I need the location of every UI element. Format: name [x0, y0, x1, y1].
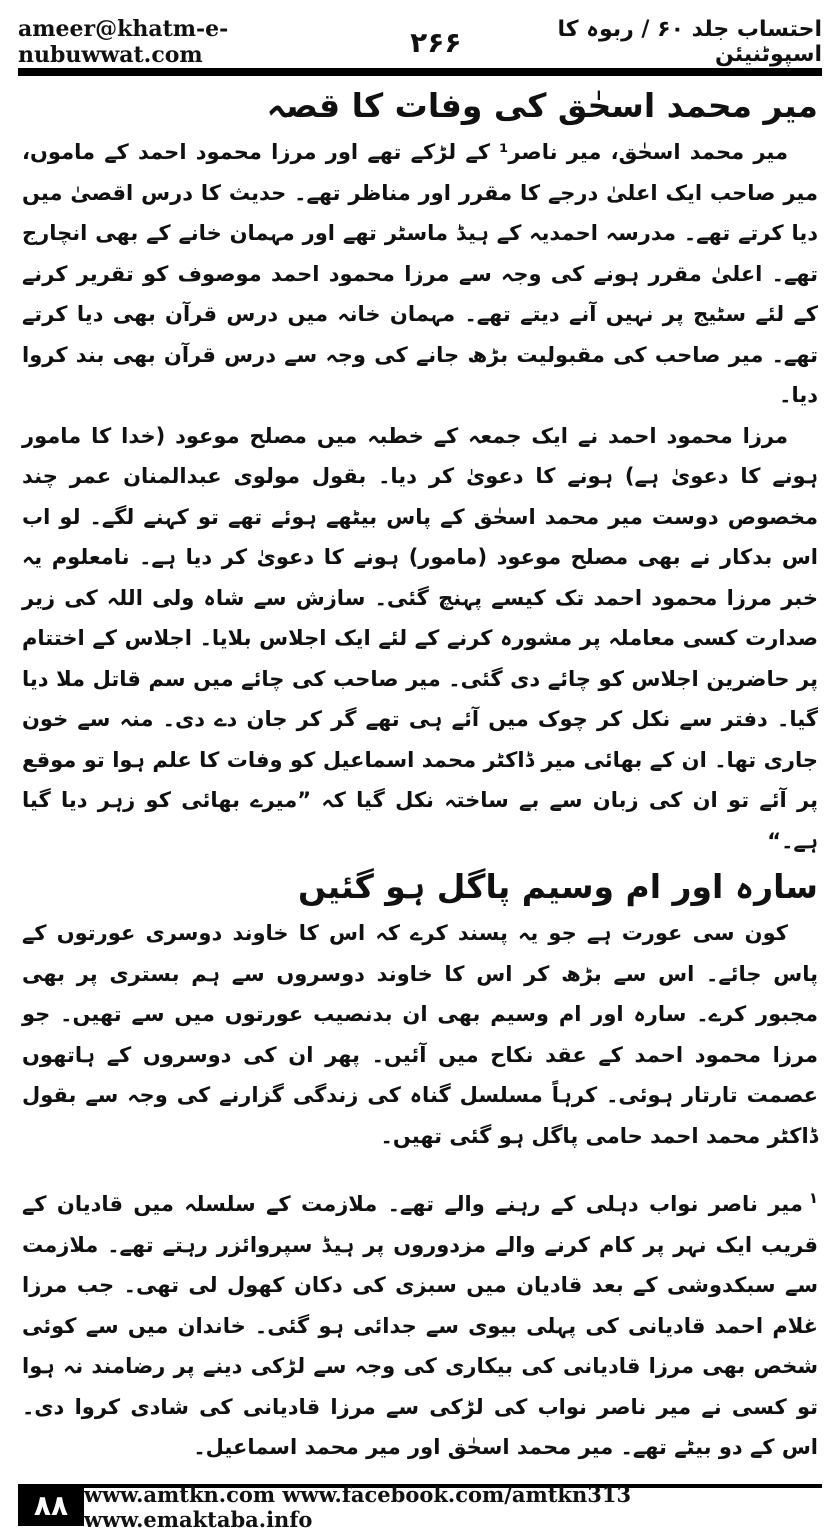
footnote [22, 1178, 818, 1468]
book-title: احتساب جلد ۶۰ / ربوہ کا اسپوٹنیئن [557, 17, 822, 67]
header-email: ameer@khatm-e-nubuwwat.com [18, 16, 229, 68]
paragraph: میر محمد اسحٰق، میر ناصر¹ کے لڑکے تھے اور مرزا محمود احمد کے ماموں، میر صاحب ایک اعلیٰ درجے کا مقرر اور مناظر تھے۔ حدیث کا درس اقصیٰ میں دیا کرتے تھے۔ مدرسہ احمدیہ کے ہیڈ ماسٹر تھے اور مہمان خانے کے بھی انچارج تھے۔ اعلیٰ مقرر ہونے کی وجہ سے مرزا محمود احمد موصوف کو تقریر کرنے کے لئے سٹیج پر نہیں آنے دیتے تھے۔ مہمان خانہ میں درس قرآن بھی دیا کرتے تھے۔ میر صاحب کی مقبولیت بڑھ جانے کی وجہ سے درس قرآن بھی بند کروا دیا۔ [22, 140, 818, 407]
paragraph: کون سی عورت ہے جو یہ پسند کرے کہ اس کا خاوند دوسری عورتوں کے پاس جائے۔ اس سے بڑھ کر اس کا خاوند دوسروں سے ہم بستری پر بھی مجبور کرے۔ سارہ اور ام وسیم بھی ان بدنصیب عورتوں میں سے تھیں۔ جو مرزا محمود احمد کے عقد نکاح میں آئیں۔ پھر ان کی دوسروں کے ہاتھوں عصمت تارتار ہوئی۔ کرہاً مسلسل گناہ کی زندگی گزارنے کی وجہ سے بقول ڈاکٹر محمد احمد حامی پاگل ہو گئی تھیں۔ [22, 921, 818, 1148]
footnote-gap [22, 1156, 818, 1178]
page-footer [18, 1482, 822, 1532]
section-heading: میر محمد اسحٰق کی وفات کا قصہ [266, 86, 818, 125]
page-number: ۲۶۶ [410, 25, 462, 59]
footer-links: www.amtkn.com www.facebook.com/amtkn313 www.emaktaba.info [84, 1482, 632, 1532]
footnote-mark: ۱ [808, 1189, 818, 1207]
header-left [18, 16, 461, 68]
page-header [18, 14, 822, 70]
footer-bar [84, 1482, 822, 1532]
section-heading: سارہ اور ام وسیم پاگل ہو گئیں [297, 867, 818, 906]
footnote-text: میر ناصر نواب دہلی کے رہنے والے تھے۔ ملازمت کے سلسلہ میں قادیان کے قریب ایک نہر پر کام کرنے والے مزدوروں پر ہیڈ سپروائزر رہتے تھے۔ ملازمت سے سبکدوشی کے بعد قادیان میں سبزی کی دکان کھول لی تھی۔ جب مرزا غلام احمد قادیانی کی پہلی بیوی سے جدائی ہو گئی۔ خاندان میں سے کوئی شخص بھی مرزا قادیانی کی بیکاری کی وجہ سے لڑکی دینے پر رضامند نہ ہوا تو کسی نے میر ناصر نواب کی لڑکی سے مرزا قادیانی کی شادی کروا دی۔ اس کے دو بیٹے تھے۔ میر محمد اسحٰق اور میر محمد اسماعیل۔ [22, 1192, 818, 1459]
footer-page-badge: ۸۸ [18, 1484, 84, 1526]
paragraph: مرزا محمود احمد نے ایک جمعہ کے خطبہ میں مصلح موعود (خدا کا مامور ہونے کا دعویٰ ہے) ہونے کا دعویٰ کر دیا۔ بقول مولوی عبدالمنان عمر چند مخصوص دوست میر محمد اسحٰق کے پاس بیٹھے ہوئے تھے تو کہنے لگے۔ لو اب اس بدکار نے بھی مصلح موعود (مامور) ہونے کا دعویٰ کر دیا ہے۔ نامعلوم یہ خبر مرزا محمود احمد تک کیسے پہنچ گئی۔ سازش سے شاہ ولی اللہ کی زیر صدارت کسی معاملہ پر مشورہ کرنے کے لئے ایک اجلاس بلایا۔ اجلاس کے اختتام پر حاضرین اجلاس کو چائے دی گئی۔ میر صاحب کی چائے میں سم قاتل ملا دیا گیا۔ دفتر سے نکل کر چوک میں آئے ہی تھے گر کر جان دے دی۔ منہ سے خون جاری تھا۔ ان کے بھائی میر ڈاکٹر محمد اسماعیل کو وفات کا علم ہوا تو موقع پر آئے تو ان کی زبان سے بے ساختہ نکل گیا کہ ”میرے بھائی کو زہر دیا گیا ہے۔“ [22, 423, 818, 853]
header-rule [18, 68, 822, 76]
page-content [22, 80, 818, 1470]
